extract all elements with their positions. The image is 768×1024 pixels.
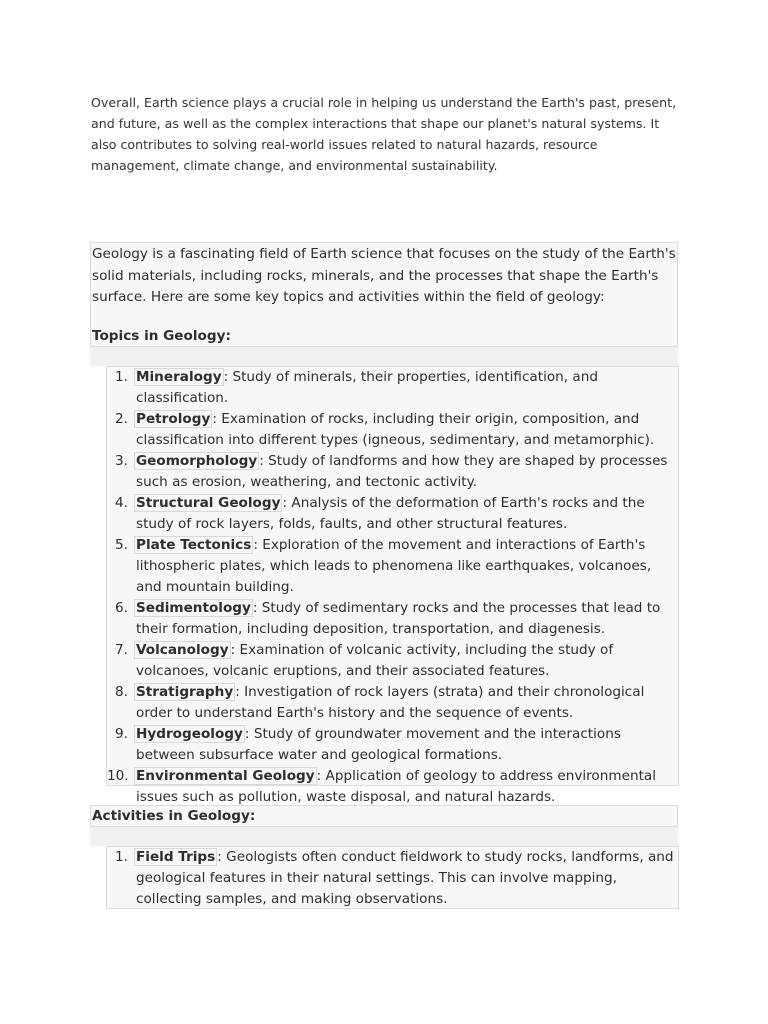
list-item: 5. Plate Tectonics : Exploration of the movement and interactions of Earth's lithospheric plates, which leads to phenomena like earthquakes, volcanoes, and mountain building. [115,537,652,595]
list-item: 1. Field Trips : Geologists often conduct fieldwork to study rocks, landforms, and geological features in their natural settings. This can involve mapping, collecting samples, and making observations. [115,849,674,907]
list-item: 3. Geomorphology : Study of landforms and how they are shaped by processes such as erosion, weathering, and tectonic activity. [115,453,668,490]
list-item: 6. Sedimentology : Study of sedimentary rocks and the processes that lead to their formation, including deposition, transportation, and diagenesis. [115,600,661,637]
topic-term: Plate Tectonics [136,537,252,553]
list-item: 9. Hydrogeology : Study of groundwater movement and the interactions between subsurface water and geological formations. [115,726,621,763]
topics-heading: Topics in Geology: [92,328,231,344]
topic-term: Petrology [136,411,211,427]
intro-paragraph: Overall, Earth science plays a crucial role in helping us understand the Earth's past, present, and future, as well as the complex interactions that shape our planet's natural systems. It also contributes to solving real-world issues related to natural hazards, resource management, climate change, and environmental sustainability. [91,95,677,173]
topic-term: Hydrogeology [136,726,243,742]
list-item: 1. Mineralogy : Study of minerals, their properties, identification, and classification. [115,369,599,406]
activities-spacer [90,827,678,846]
topic-term: Sedimentology [136,600,251,616]
topic-term: Stratigraphy [136,684,234,700]
topic-term: Geomorphology [136,453,258,469]
list-item: 8. Stratigraphy : Investigation of rock layers (strata) and their chronological order to understand Earth's history and the sequence of events. [115,684,645,721]
topic-term: Volcanology [136,642,229,658]
list-item: 7. Volcanology : Examination of volcanic activity, including the study of volcanoes, volcanic eruptions, and their associated features. [115,642,614,679]
list-item: 4. Structural Geology : Analysis of the deformation of Earth's rocks and the study of rock layers, folds, faults, and other structural features. [115,495,645,532]
list-item: 2. Petrology : Examination of rocks, including their origin, composition, and classification into different types (igneous, sedimentary, and metamorphic). [115,411,655,448]
activities-list-panel [106,846,679,909]
topics-spacer [90,347,678,366]
topic-term: Mineralogy [136,369,222,385]
activity-term: Field Trips [136,849,216,865]
topics-list [107,367,678,808]
topics-list-panel [106,366,679,805]
activities-heading-box [90,805,678,827]
topic-term: Structural Geology [136,495,281,511]
list-item: 10. Environmental Geology : Application of geology to address environmental issues such as pollution, waste disposal, and natural hazards. [107,768,657,805]
activities-list [107,847,678,910]
activities-heading: Activities in Geology: [92,808,256,824]
topic-term: Environmental Geology [136,768,315,784]
geology-intro-panel [90,242,678,347]
geology-intro-text: Geology is a fascinating field of Earth science that focuses on the study of the Earth's solid materials, including rocks, minerals, and the processes that shape the Earth's surface. Here are some key topics and activities within the field of geology: [92,246,676,305]
